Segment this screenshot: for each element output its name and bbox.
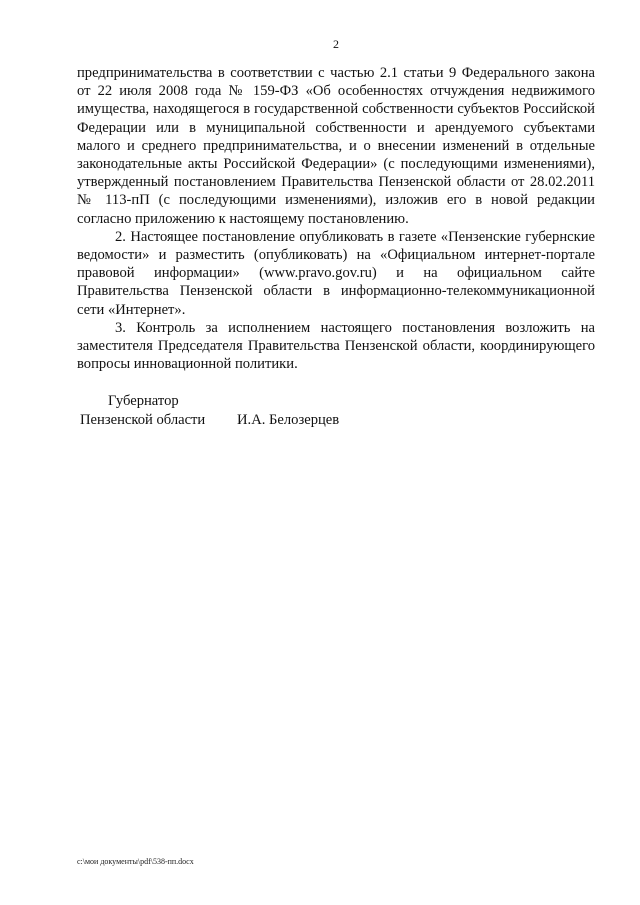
paragraph-2: 2. Настоящее постановление опубликовать в газете «Пензенские губернские ведомости» и разместить (опубликовать) на «Официальном интернет-портале правовой информации» (www.pravo.gov.ru) и на официальном сайте Правительства Пензенской области в информационно-телекоммуникационной сети «Интернет». <box>77 228 595 318</box>
signature-name: И.А. Белозерцев <box>237 412 340 428</box>
paragraph-3: 3. Контроль за исполнением настоящего постановления возложить на заместителя Председателя Правительства Пензенской области, координирующего вопросы инновационной политики. <box>77 319 595 373</box>
signature-title-governor: Губернатор <box>108 393 179 409</box>
page-number: 2 <box>333 37 339 51</box>
paragraph-1: предпринимательства в соответствии с частью 2.1 статьи 9 Федерального закона от 22 июля 2008 года № 159-ФЗ «Об особенностях отчуждения недвижимого имущества, находящегося в государственной собственности субъектов Российской Федерации или в муниципальной собственности и арендуемого субъектами малого и среднего предпринимательства, и о внесении изменений в отдельные законодательные акты Российской Федерации» (с последующими изменениями), утвержденный постановлением Правительства Пензенской области от 28.02.2011 № 113-пП (с последующими изменениями), изложив его в новой редакции согласно приложению к настоящему постановлению. <box>77 65 595 227</box>
document-body <box>77 64 595 373</box>
signature-title-region: Пензенской области <box>80 412 206 428</box>
footer-file-path: c:\мои документы\pdf\538-пп.docx <box>77 857 194 866</box>
